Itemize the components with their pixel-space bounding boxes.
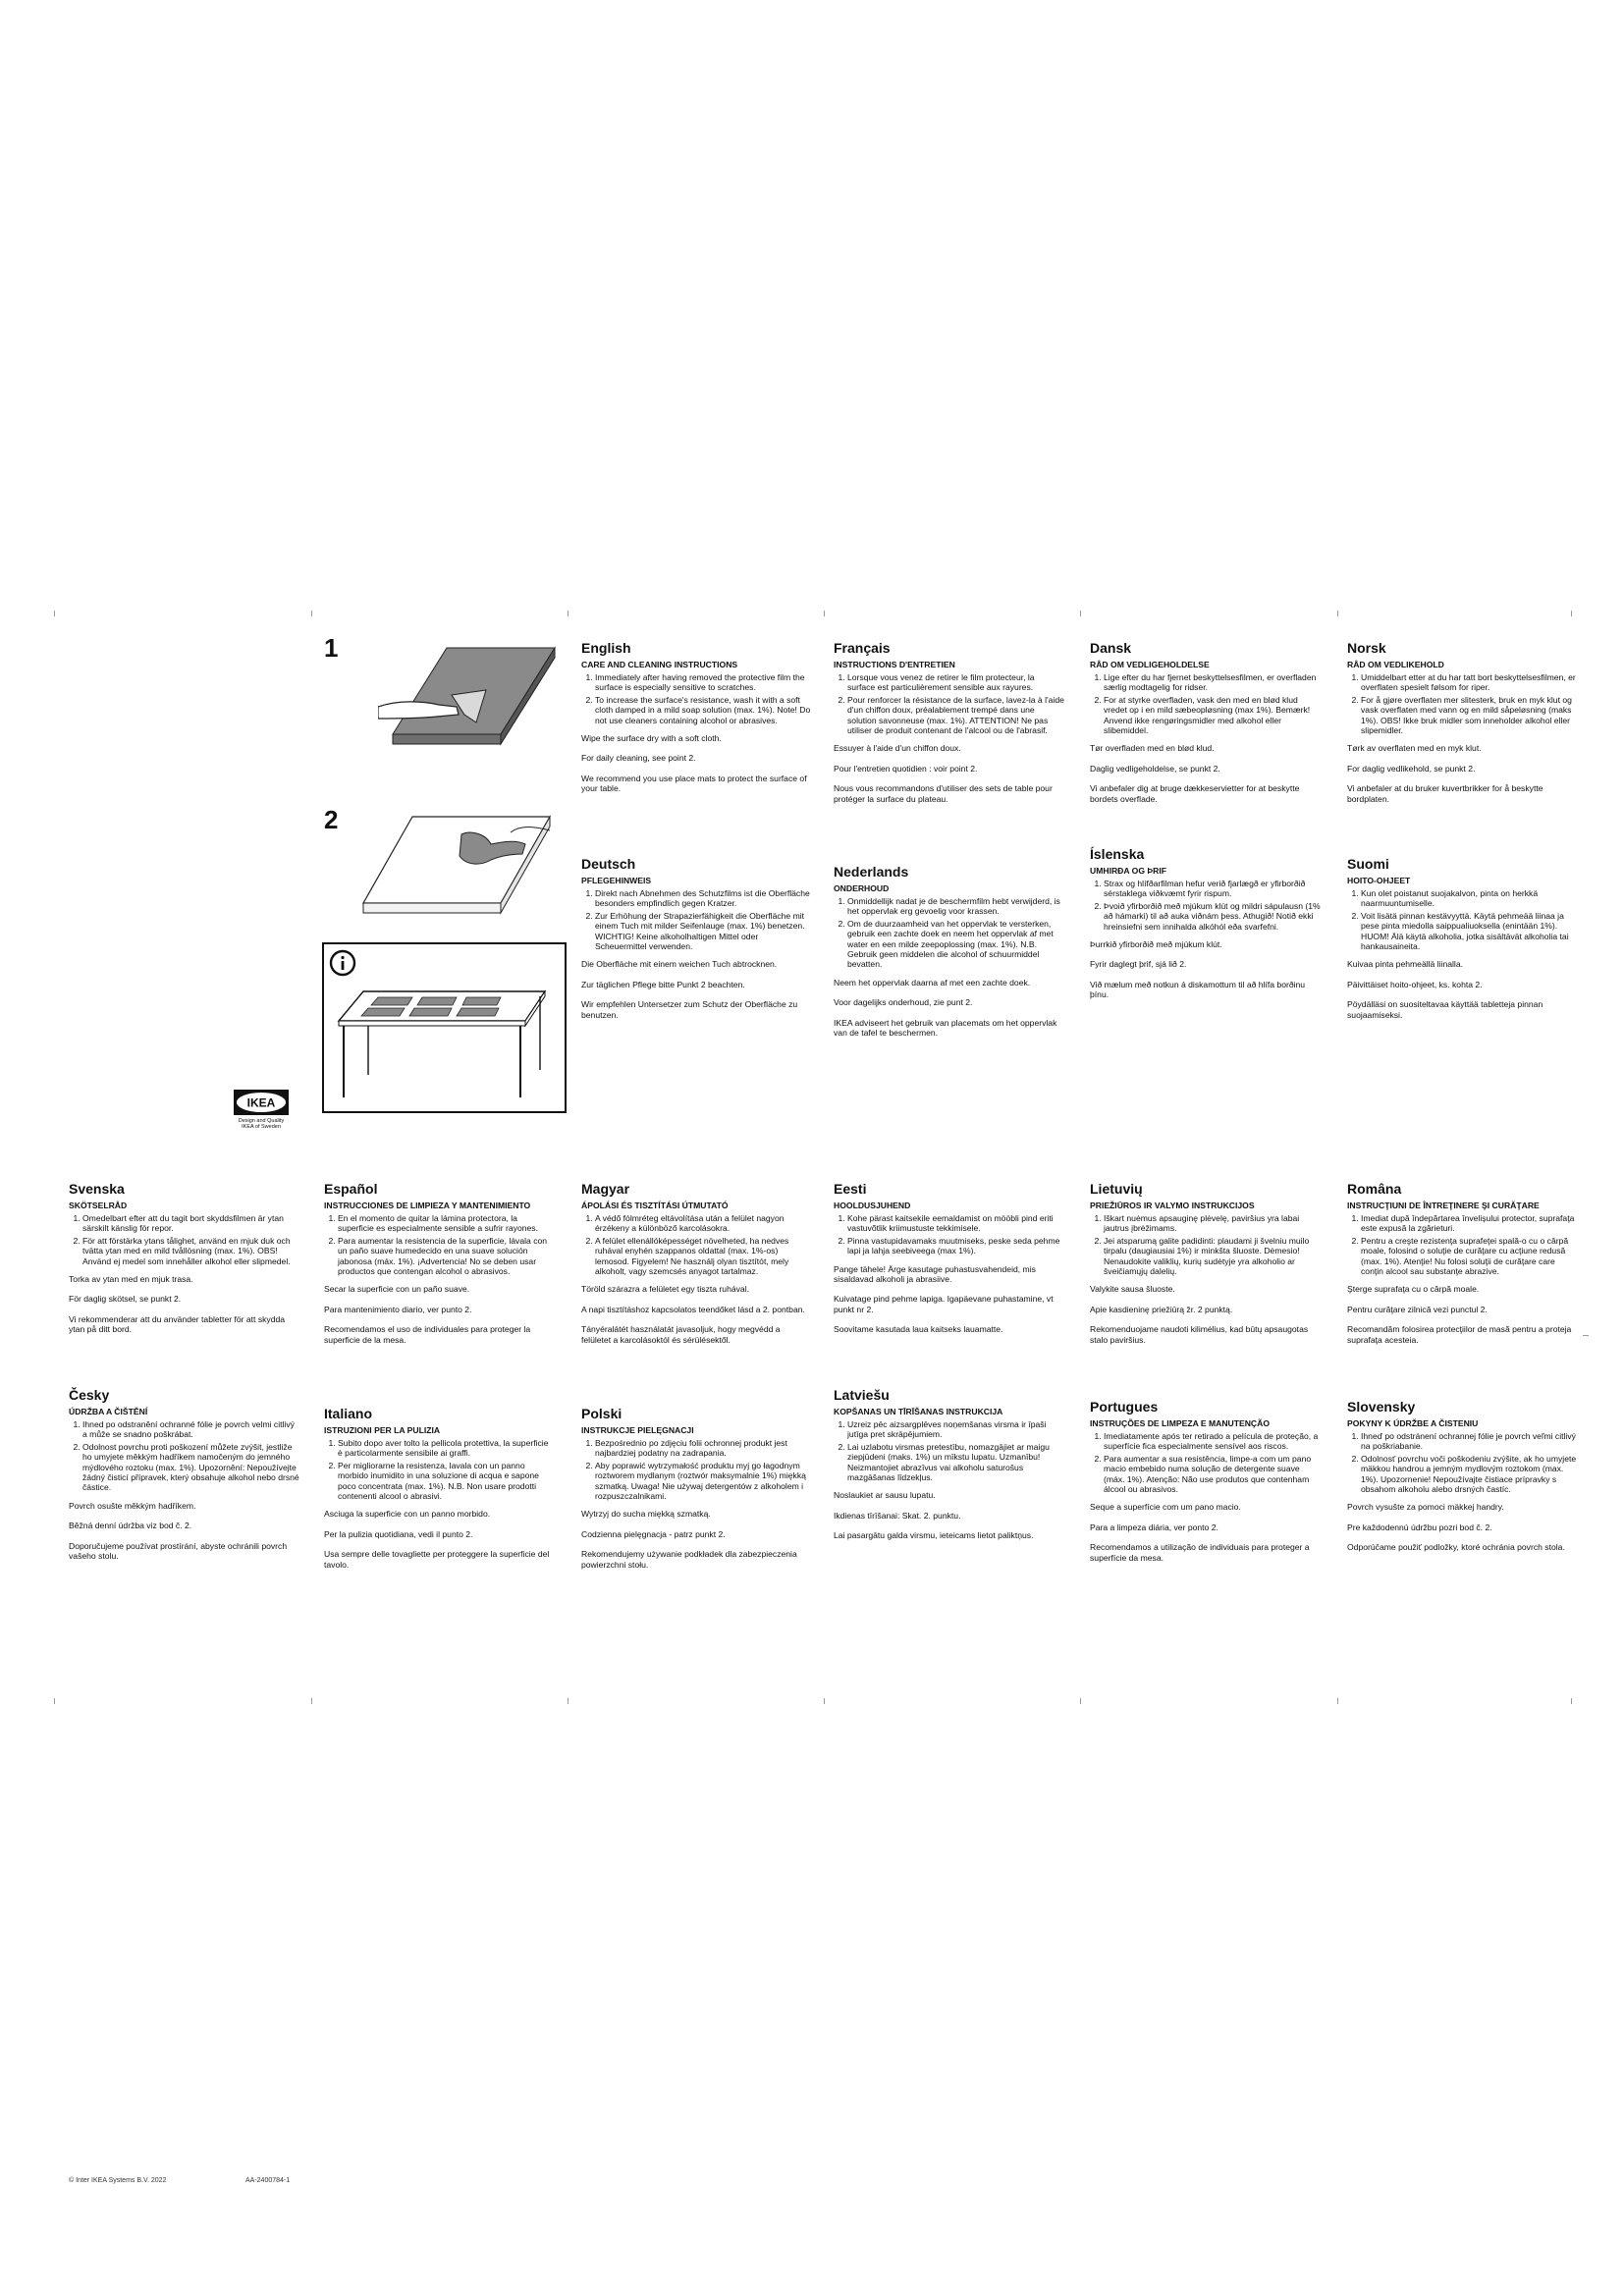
instruction-paragraph: For daily cleaning, see point 2. bbox=[581, 753, 696, 764]
instruction-item: 1. Uzreiz pēc aizsargplēves noņemšanas virsma ir īpaši jutīga pret skrāpējumiem. bbox=[847, 1419, 1064, 1440]
fold-mark bbox=[1337, 611, 1338, 616]
instruction-list bbox=[581, 1213, 812, 1277]
section-heading: Româna bbox=[1347, 1181, 1402, 1197]
fold-mark bbox=[824, 1698, 825, 1704]
section-subheading: SKÖTSELRÅD bbox=[69, 1201, 128, 1211]
instruction-item: 2. For å gjøre overflaten mer slitesterk, bruk en myk klut og vask overflaten med vann og en mild såpeløsning (maks 1%). OBS! Ikke bruk midler som inneholder alkohol eller slipemidler. bbox=[1361, 695, 1578, 736]
section-heading: Svenska bbox=[69, 1181, 125, 1197]
instruction-item: 1. Subito dopo aver tolto la pellicola protettiva, la superficie è particolarmente sensibile ai graffi. bbox=[338, 1438, 555, 1459]
instruction-item: 1. Iškart nuėmus apsauginę plėvelę, paviršius yra labai jautrus įbrėžimams. bbox=[1104, 1213, 1321, 1234]
section-suomi bbox=[1347, 856, 1578, 1030]
instruction-item: 2. Aby poprawić wytrzymałość produktu myj go łagodnym roztworem mydlanym (roztwór maksymalnie 1%) miękką szmatką. Uwaga! Nie używaj detergentów z alkoholem i rozpuszczalnikami. bbox=[595, 1461, 812, 1502]
section-portugues bbox=[1090, 1399, 1321, 1573]
instruction-paragraph: For daglig vedlikehold, se punkt 2. bbox=[1347, 763, 1476, 774]
instruction-paragraph: Tørk av overflaten med en myk klut. bbox=[1347, 743, 1482, 754]
instruction-item: 2. För att förstärka ytans tålighet, använd en mjuk duk och tvätta ytan med en mild tvållösning (max. 1%). OBS! Använd ej medel som innehåller alkohol eller slipmedel. bbox=[82, 1236, 299, 1266]
section-eesti bbox=[834, 1181, 1064, 1345]
instruction-paragraph: Recomandăm folosirea protecţiilor de masă pentru a proteja suprafaţa acesteia. bbox=[1347, 1324, 1572, 1345]
instruction-paragraph: Doporučujeme používat prostírání, abyste ochránili povrch vašeho stolu. bbox=[69, 1540, 288, 1562]
step-2-number: 2 bbox=[324, 805, 339, 834]
instruction-list bbox=[834, 896, 1064, 970]
section-lietuviu bbox=[1090, 1181, 1321, 1355]
instruction-list bbox=[834, 1213, 1064, 1256]
section-norsk bbox=[1347, 640, 1578, 814]
section-heading: Nederlands bbox=[834, 864, 909, 880]
instruction-paragraph: Neem het oppervlak daarna af met een zachte doek. bbox=[834, 977, 1031, 988]
instruction-item: 2. Om de duurzaamheid van het oppervlak te versterken, gebruik een zachte doek en neem het oppervlak af met water en een milde zeepoplossing (max. 1%). N.B. Gebruik geen middelen die alcohol of schuurmiddel bevatten. bbox=[847, 919, 1064, 970]
instruction-paragraph: Asciuga la superficie con un panno morbido. bbox=[324, 1509, 491, 1520]
section-subheading: POKYNY K ÚDRŽBE A ČISTENIU bbox=[1347, 1418, 1479, 1429]
instruction-list bbox=[324, 1213, 555, 1277]
section-magyar bbox=[581, 1181, 812, 1355]
ikea-logo bbox=[234, 1090, 289, 1115]
instruction-paragraph: Pentru curăţare zilnică vezi punctul 2. bbox=[1347, 1304, 1488, 1314]
instruction-list bbox=[1090, 879, 1321, 932]
step-2-illustration bbox=[353, 805, 560, 923]
section-subheading: UMHIRÐA OG ÞRIF bbox=[1090, 866, 1166, 877]
section-islenska bbox=[1090, 846, 1321, 1010]
instruction-item: 2. For at styrke overfladen, vask den med en blød klud vredet op i en mild sæbeopløsning (max 1%). Bemærk! Anvend ikke rengøringsmidler med alkohol eller slibemiddel. bbox=[1104, 695, 1321, 736]
instruction-paragraph: Wir empfehlen Untersetzer zum Schutz der Oberfläche zu benutzen. bbox=[581, 999, 798, 1020]
instruction-paragraph: Usa sempre delle tovagliette per proteggere la superficie del tavolo. bbox=[324, 1549, 550, 1570]
instruction-item: 2. Para aumentar a sua resistência, limpe-a com um pano macio embebido numa solução de detergente suave (máx. 1%). Atenção: Não use produtos que contenham álcool ou abrasivos. bbox=[1104, 1454, 1321, 1495]
instruction-item: 2. A felület ellenállóképességet növelheted, ha nedves ruhával enyhén szappanos oldattal (max. 1%-os) lemosod. Figyelem! Ne használj olyan tisztítót, mely alkoholt, vagy szemcsés anyagot tartalmaz. bbox=[595, 1236, 812, 1277]
document-code: AA-2400784-1 bbox=[245, 2177, 291, 2184]
instruction-item: 1. Lige efter du har fjernet beskyttelsesfilmen, er overfladen særlig modtagelig for ridser. bbox=[1104, 672, 1321, 693]
section-subheading: CARE AND CLEANING INSTRUCTIONS bbox=[581, 660, 738, 670]
section-subheading: INSTRUCTIONS D'ENTRETIEN bbox=[834, 660, 955, 670]
step-1-illustration bbox=[378, 636, 565, 754]
instruction-item: 2. Para aumentar la resistencia de la superficie, lávala con un paño suave humedecido en una suave solución jabonosa (máx. 1%). ¡Advertencia! No se deben usar productos que contengan alcohol o abrasivos. bbox=[338, 1236, 555, 1277]
logo-tagline: Design and Quality IKEA of Sweden bbox=[238, 1118, 285, 1131]
section-subheading: RÅD OM VEDLIKEHOLD bbox=[1347, 660, 1444, 670]
instruction-paragraph: Pre každodennú údržbu pozri bod č. 2. bbox=[1347, 1522, 1492, 1532]
instruction-paragraph: Recomendamos el uso de individuales para proteger la superficie de la mesa. bbox=[324, 1324, 531, 1345]
section-subheading: HOOLDUSJUHEND bbox=[834, 1201, 911, 1211]
instruction-item: 1. Lorsque vous venez de retirer le film protecteur, la surface est particulièrement sensible aux rayures. bbox=[847, 672, 1064, 693]
info-icon bbox=[329, 949, 356, 977]
table-illustration bbox=[334, 982, 555, 1104]
instruction-list bbox=[1347, 888, 1578, 952]
instruction-list bbox=[834, 672, 1064, 736]
instruction-paragraph: Torka av ytan med en mjuk trasa. bbox=[69, 1273, 193, 1284]
instruction-item: 2. Odolnosť povrchu voči poškodeniu zvýšite, ak ho umyjete mäkkou handrou a jemným mydlovým roztokom (max. 1%). Upozornenie! Nepoužívajte čistiace prípravky s obsahom alkoholu alebo drsných častíc. bbox=[1361, 1454, 1578, 1495]
instruction-item: 2. Jei atsparumą galite padidinti: plaudami ji švelniu muilo tirpalu (daugiausiai 1%) ir minkšta šluoste. Dėmesio! Nenaudokite valiklių, kurių sudėtyje yra alkoholio ar šveičiamųjų dalelių. bbox=[1104, 1236, 1321, 1277]
section-heading: Lietuvių bbox=[1090, 1181, 1143, 1197]
instruction-item: 1. Kun olet poistanut suojakalvon, pinta on herkkä naarmuuntumiselle. bbox=[1361, 888, 1578, 909]
instruction-paragraph: Codzienna pielęgnacja - patrz punkt 2. bbox=[581, 1528, 726, 1539]
instruction-paragraph: Noslaukiet ar sausu lupatu. bbox=[834, 1490, 936, 1501]
section-polski bbox=[581, 1406, 812, 1579]
instruction-paragraph: Apie kasdieninę priežiūrą žr. 2 punktą. bbox=[1090, 1304, 1233, 1314]
instruction-item: 1. Omedelbart efter att du tagit bort skyddsfilmen är ytan särskilt känslig för repor. bbox=[82, 1213, 299, 1234]
section-deutsch bbox=[581, 856, 812, 1030]
fold-mark bbox=[311, 1698, 312, 1704]
instruction-list bbox=[1090, 1431, 1321, 1495]
instruction-paragraph: Ikdienas tīrīšanai: Skat. 2. punktu. bbox=[834, 1510, 961, 1521]
section-italiano bbox=[324, 1406, 555, 1579]
instruction-item: 1. Onmiddellijk nadat je de beschermfilm hebt verwijderd, is het oppervlak erg gevoelig voor krassen. bbox=[847, 896, 1064, 917]
instruction-list bbox=[69, 1419, 299, 1493]
instruction-paragraph: Päivittäiset hoito-ohjeet, ks. kohta 2. bbox=[1347, 979, 1483, 989]
instruction-paragraph: Rekomenduojame naudoti kilimėlius, kad būtų apsaugotas stalo paviršius. bbox=[1090, 1324, 1309, 1345]
instruction-item: 2. Voit lisätä pinnan kestävyyttä. Käytä pehmeää liinaa ja pese pinta miedolla saippualiuoksella (enintään 1%). HUOM! Älä käytä alkoholia, jotka sisältävät alkoholia tai hankausaineita. bbox=[1361, 911, 1578, 952]
instruction-paragraph: Odporúčame použiť podložky, ktoré ochránia povrch stola. bbox=[1347, 1542, 1565, 1553]
section-heading: Suomi bbox=[1347, 856, 1389, 872]
instruction-paragraph: Recomendamos a utilização de individuais para proteger a superfície da mesa. bbox=[1090, 1542, 1310, 1563]
instruction-item: 1. Ihneď po odstránení ochrannej fólie je povrch veľmi citlivý na poškriabanie. bbox=[1361, 1431, 1578, 1452]
instruction-item: 1. Direkt nach Abnehmen des Schutzfilms ist die Oberfläche besonders empfindlich gegen Kratzer. bbox=[595, 888, 812, 909]
section-svenska bbox=[69, 1181, 299, 1345]
instruction-paragraph: A napi tisztításhoz kapcsolatos teendőket lásd a 2. pontban. bbox=[581, 1304, 805, 1314]
section-heading: Deutsch bbox=[581, 856, 636, 872]
section-dansk bbox=[1090, 640, 1321, 814]
instruction-item: 1. Immediately after having removed the protective film the surface is especially sensitive to scratches. bbox=[595, 672, 812, 693]
instruction-paragraph: Povrch vysušte za pomoci mäkkej handry. bbox=[1347, 1502, 1504, 1513]
instruction-paragraph: IKEA adviseert het gebruik van placemats om het oppervlak van de tafel te beschermen. bbox=[834, 1017, 1057, 1039]
instruction-item: 2. To increase the surface's resistance, wash it with a soft cloth damped in a mild soap solution (max. 1%). Note! Do not use cleaners containing alcohol or abrasives. bbox=[595, 695, 812, 725]
section-heading: Íslenska bbox=[1090, 846, 1145, 862]
section-heading: Italiano bbox=[324, 1406, 373, 1421]
instruction-item: 2. Odolnost povrchu proti poškození můžete zvýšit, jestliže ho umyjete měkkým hadříkem namočeným do jemného mýdlového roztoku (max. 1%). Upozornění: Nepoužívejte žádný čisticí přípravek, který obsahuje alkohol nebo drsné částice. bbox=[82, 1442, 299, 1493]
fold-mark bbox=[54, 1698, 55, 1704]
instruction-paragraph: Para mantenimiento diario, ver punto 2. bbox=[324, 1304, 472, 1314]
section-heading: Slovensky bbox=[1347, 1399, 1416, 1415]
instruction-item: 1. En el momento de quitar la lámina protectora, la superficie es especialmente sensible a sufrir rayones. bbox=[338, 1213, 555, 1234]
instruction-paragraph: Töröld szárazra a felületet egy tiszta ruhával. bbox=[581, 1284, 750, 1295]
instruction-paragraph: Die Oberfläche mit einem weichen Tuch abtrocknen. bbox=[581, 959, 778, 970]
section-subheading: PRIEŽIŪROS IR VALYMO INSTRUKCIJOS bbox=[1090, 1201, 1255, 1211]
fold-mark bbox=[1080, 611, 1081, 616]
instruction-paragraph: Essuyer à l'aide d'un chiffon doux. bbox=[834, 743, 961, 754]
section-subheading: ISTRUZIONI PER LA PULIZIA bbox=[324, 1425, 441, 1436]
instruction-paragraph: Rekomendujemy używanie podkładek dla zabezpieczenia powierzchni stołu. bbox=[581, 1549, 797, 1570]
instruction-list bbox=[1090, 1213, 1321, 1277]
instruction-paragraph: Vi anbefaler dig at bruge dækkeservietter for at beskytte bordets overflade. bbox=[1090, 783, 1300, 804]
instruction-list bbox=[581, 672, 812, 725]
instruction-list bbox=[834, 1419, 1064, 1483]
section-heading: Magyar bbox=[581, 1181, 630, 1197]
instruction-item: 2. Pentru a creşte rezistenţa suprafeţei spală-o cu o cârpă moale, folosind o soluţie de curăţare cu acţiune redusă (max. 1%). Atenţie! Nu folosi soluţii de curăţare care conţin alcool sau substanţe abrazive. bbox=[1361, 1236, 1578, 1277]
svg-text:IKEA: IKEA bbox=[246, 1095, 276, 1110]
instruction-item: 1. Imediat după îndepărtarea învelișului protector, suprafaţa este expusă la zgârieturi. bbox=[1361, 1213, 1578, 1234]
instruction-item: 2. Zur Erhöhung der Strapazierfähigkeit die Oberfläche mit einem Tuch mit milder Seifenlauge (max. 1%) benetzen. WICHTIG! Keine alkoholhaltigen Mittel oder Scheuermittel verwenden. bbox=[595, 911, 812, 952]
instruction-paragraph: Voor dagelijks onderhoud, zie punt 2. bbox=[834, 997, 973, 1008]
instruction-paragraph: Wytrzyj do sucha miękką szmatką. bbox=[581, 1509, 711, 1520]
instruction-item: 2. Pour renforcer la résistance de la surface, lavez-la à l'aide d'un chiffon doux, préalablement trempé dans une solution savonneuse (max. 1%). ATTENTION! Ne pas utiliser de produit contenant de l'alcool ou de l'abrasif. bbox=[847, 695, 1064, 736]
section-heading: Česky bbox=[69, 1387, 110, 1403]
instruction-item: 1. Imediatamente após ter retirado a película de proteção, a superfície fica especialmente sensível aos riscos. bbox=[1104, 1431, 1321, 1452]
instruction-list bbox=[1347, 1213, 1578, 1277]
instruction-paragraph: För daglig skötsel, se punkt 2. bbox=[69, 1294, 182, 1305]
instruction-item: 1. Bezpośrednio po zdjęciu folii ochronnej produkt jest najbardziej podatny na zadrapania. bbox=[595, 1438, 812, 1459]
instruction-paragraph: Zur täglichen Pflege bitte Punkt 2 beachten. bbox=[581, 979, 745, 989]
section-heading: Español bbox=[324, 1181, 378, 1197]
instruction-list bbox=[69, 1213, 299, 1266]
instruction-paragraph: Seque a superfície com um pano macio. bbox=[1090, 1502, 1241, 1513]
section-heading: Français bbox=[834, 640, 891, 656]
instruction-paragraph: Fyrir daglegt þrif, sjá lið 2. bbox=[1090, 959, 1187, 970]
section-subheading: INSTRUÇÕES DE LIMPEZA E MANUTENÇÃO bbox=[1090, 1418, 1271, 1429]
instruction-item: 1. Kohe pärast kaitsekile eemaldamist on mööbli pind eriti vastuvõtlik kriimustuste tekkimisele. bbox=[847, 1213, 1064, 1234]
instruction-item: 1. Strax og hlífðarfilman hefur verið fjarlægð er yfirborðið sérstaklega viðkvæmt fyrir rispum. bbox=[1104, 879, 1321, 899]
instruction-paragraph: Kuivatage pind pehme lapiga. Igapäevane puhastamine, vt punkt nr 2. bbox=[834, 1294, 1054, 1314]
instruction-paragraph: Lai pasargātu galda virsmu, ieteicams lietot paliktņus. bbox=[834, 1530, 1034, 1541]
section-subheading: RÅD OM VEDLIGEHOLDELSE bbox=[1090, 660, 1210, 670]
fold-mark bbox=[1571, 611, 1572, 616]
instruction-paragraph: Pour l'entretien quotidien : voir point 2. bbox=[834, 763, 978, 774]
section-slovensky bbox=[1347, 1399, 1578, 1563]
fold-mark bbox=[1080, 1698, 1081, 1704]
instruction-paragraph: Tányéralátét használatát javasoljuk, hogy megvédd a felületet a karcolásoktól és sérülésektől. bbox=[581, 1324, 781, 1345]
section-subheading: KOPŠANAS UN TĪRĪŠANAS INSTRUKCIJA bbox=[834, 1407, 1003, 1417]
section-subheading: HOITO-OHJEET bbox=[1347, 876, 1411, 886]
section-subheading: INSTRUCCIONES DE LIMPIEZA Y MANTENIMIENTO bbox=[324, 1201, 531, 1211]
instruction-paragraph: Per la pulizia quotidiana, vedi il punto 2. bbox=[324, 1528, 473, 1539]
instruction-paragraph: Nous vous recommandons d'utiliser des sets de table pour protéger la surface du plateau. bbox=[834, 783, 1053, 804]
instruction-item: 2. Per migliorarne la resistenza, lavala con un panno morbido inumidito in una soluzione di acqua e sapone poco concentrata (max. 1%). N.B. Non usare prodotti contenenti alcool o abrasivi. bbox=[338, 1461, 555, 1502]
instruction-list bbox=[581, 888, 812, 952]
section-subheading: PFLEGEHINWEIS bbox=[581, 876, 652, 886]
instruction-list bbox=[1090, 672, 1321, 736]
fold-mark bbox=[1571, 1698, 1572, 1704]
instruction-list bbox=[581, 1438, 812, 1502]
section-subheading: ÚDRŽBA A ČIŠTĚNÍ bbox=[69, 1407, 148, 1417]
section-heading: Latviešu bbox=[834, 1387, 890, 1403]
step-1-number: 1 bbox=[324, 633, 339, 663]
instruction-paragraph: Povrch osušte měkkým hadříkem. bbox=[69, 1500, 196, 1511]
instruction-paragraph: Secar la superficie con un paño suave. bbox=[324, 1284, 470, 1295]
section-heading: Polski bbox=[581, 1406, 623, 1421]
instruction-list bbox=[1347, 1431, 1578, 1495]
copyright-text: © Inter IKEA Systems B.V. 2022 bbox=[69, 2177, 167, 2184]
instruction-item: 2. Þvoið yfirborðið með mjúkum klút og mildri sápulausn (1% að hámarki) til að auka viðnám þess. Athugið! Notið ekki hreinsiefni sem innihalda alkóhól eða svarfefni. bbox=[1104, 901, 1321, 932]
instruction-paragraph: Pöydälläsi on suositeltavaa käyttää tabletteja pinnan suojaamiseksi. bbox=[1347, 999, 1543, 1020]
instruction-paragraph: Vi anbefaler at du bruker kuvertbrikker for å beskytte bordplaten. bbox=[1347, 783, 1543, 804]
instruction-item: 1. Umiddelbart etter at du har tatt bort beskyttelsesfilmen, er overflaten spesielt følsom for riper. bbox=[1361, 672, 1578, 693]
instruction-paragraph: Vi rekommenderar att du använder tabletter för att skydda ytan på ditt bord. bbox=[69, 1313, 286, 1335]
instruction-paragraph: Valykite sausa šluoste. bbox=[1090, 1284, 1175, 1295]
instruction-paragraph: We recommend you use place mats to protect the surface of your table. bbox=[581, 773, 807, 794]
section-heading: English bbox=[581, 640, 631, 656]
section-english bbox=[581, 640, 812, 804]
instruction-paragraph: Wipe the surface dry with a soft cloth. bbox=[581, 732, 722, 743]
fold-mark bbox=[1337, 1698, 1338, 1704]
section-latviesu bbox=[834, 1387, 1064, 1551]
section-espanol bbox=[324, 1181, 555, 1355]
section-heading: Eesti bbox=[834, 1181, 867, 1197]
instruction-paragraph: Kuivaa pinta pehmeällä liinalla. bbox=[1347, 959, 1464, 970]
instruction-item: 2. Pinna vastupidavamaks muutmiseks, peske seda pehme lapi ja lahja seebiveega (max 1%). bbox=[847, 1236, 1064, 1256]
section-cesky bbox=[69, 1387, 299, 1572]
instruction-paragraph: Para a limpeza diária, ver ponto 2. bbox=[1090, 1522, 1218, 1532]
instruction-paragraph: Běžná denní údržba viz bod č. 2. bbox=[69, 1521, 192, 1531]
instruction-item: 1. A védő fólmréteg eltávolítása után a felület nagyon érzékeny a különböző karcolásokra. bbox=[595, 1213, 812, 1234]
instruction-paragraph: Şterge suprafaţa cu o cârpă moale. bbox=[1347, 1284, 1480, 1295]
section-heading: Portugues bbox=[1090, 1399, 1159, 1415]
section-heading: Norsk bbox=[1347, 640, 1386, 656]
instruction-paragraph: Soovitame kasutada laua kaitseks lauamatte. bbox=[834, 1324, 1003, 1335]
section-heading: Dansk bbox=[1090, 640, 1132, 656]
instruction-paragraph: Daglig vedligeholdelse, se punkt 2. bbox=[1090, 763, 1220, 774]
section-nederlands bbox=[834, 864, 1064, 1048]
instruction-paragraph: Þurrkið yfirborðið með mjúkum klút. bbox=[1090, 938, 1222, 949]
section-subheading: ÁPOLÁSI ÉS TISZTÍTÁSI ÚTMUTATÓ bbox=[581, 1201, 729, 1211]
fold-mark bbox=[54, 611, 55, 616]
instruction-item: 1. Ihned po odstranění ochranné fólie je povrch velmi citlivý a může se snadno poškrábat. bbox=[82, 1419, 299, 1440]
instruction-paragraph: Pange tähele! Ärge kasutage puhastusvahendeid, mis sisaldavad alkoholi ja abrasiive. bbox=[834, 1263, 1036, 1284]
instruction-item: 2. Lai uzlabotu virsmas pretestību, nomazgājiet ar maigu ziepjūdeni (maks. 1%) un mīkstu lupatu. Uzmanību! Neizmantojiet abrazīvus vai alkoholu saturošus mazgāšanas līdzekļus. bbox=[847, 1442, 1064, 1483]
instruction-paragraph: Við mælum með notkun á diskamottum til að hlífa borðinu þínu. bbox=[1090, 979, 1306, 1000]
instruction-paragraph: Tør overfladen med en blød klud. bbox=[1090, 743, 1215, 754]
fold-mark bbox=[824, 611, 825, 616]
instruction-list bbox=[1347, 672, 1578, 736]
instruction-list bbox=[324, 1438, 555, 1502]
section-subheading: INSTRUCŢIUNI DE ÎNTREŢINERE ŞI CURĂŢARE bbox=[1347, 1201, 1540, 1211]
section-subheading: ONDERHOUD bbox=[834, 883, 890, 894]
section-subheading: INSTRUKCJE PIELĘGNACJI bbox=[581, 1425, 694, 1436]
section-romana bbox=[1347, 1181, 1578, 1355]
fold-mark bbox=[311, 611, 312, 616]
section-francais bbox=[834, 640, 1064, 814]
fold-mark bbox=[1583, 1335, 1589, 1336]
